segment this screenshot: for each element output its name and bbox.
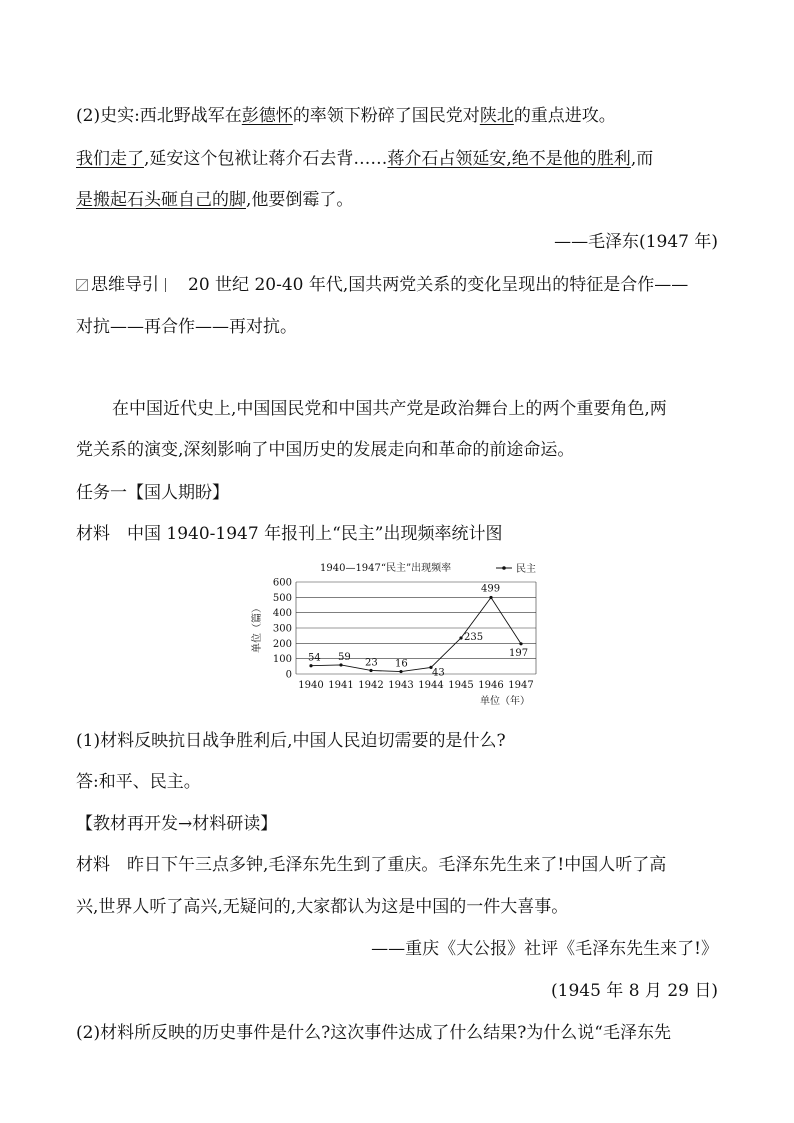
y-axis-label: 单位（篇） xyxy=(252,603,263,653)
task-heading: 任务一【国人期盼】 xyxy=(76,483,229,503)
text-segment: ,而 xyxy=(630,149,654,169)
paragraph-historical-fact xyxy=(76,104,616,128)
data-point xyxy=(339,663,342,666)
x-tick-label: 1945 xyxy=(448,680,474,691)
legend-marker xyxy=(502,566,506,570)
underlined-text: 是搬起石头砸自己的脚 xyxy=(76,190,246,210)
data-label: 43 xyxy=(432,667,445,679)
material-2-line-1: 材料 昨日下午三点多钟,毛泽东先生到了重庆。毛泽东先生来了!中国人听了高 xyxy=(76,855,667,875)
y-tick-label: 500 xyxy=(272,592,292,604)
text-segment: ,延安这个包袱让蒋介石去背…… xyxy=(144,149,388,169)
question-1: (1)材料反映抗日战争胜利后,中国人民迫切需要的是什么? xyxy=(76,731,506,751)
y-tick-label: 600 xyxy=(272,577,292,589)
pencil-note-icon xyxy=(76,279,88,291)
y-tick-label: 400 xyxy=(272,608,292,620)
x-tick-label: 1940 xyxy=(298,680,324,691)
x-tick-label: 1947 xyxy=(508,680,534,691)
quote-source: ——毛泽东(1947 年) xyxy=(554,232,718,252)
data-label: 54 xyxy=(308,652,321,664)
material-2-line-2: 兴,世界人听了高兴,无疑问的,大家都认为这是中国的一件大喜事。 xyxy=(76,897,569,917)
data-label: 16 xyxy=(395,658,408,670)
x-tick-label: 1946 xyxy=(478,680,504,691)
y-tick-label: 0 xyxy=(285,669,292,681)
x-tick-label: 1944 xyxy=(418,680,444,691)
underlined-text: 我们走了 xyxy=(76,149,144,169)
data-point xyxy=(459,636,462,639)
data-point xyxy=(489,596,492,599)
x-axis-label: 单位（年） xyxy=(480,696,530,707)
answer-1: 答:和平、民主。 xyxy=(76,772,201,792)
intro-line-1: 在中国近代史上,中国国民党和中国共产党是政治舞台上的两个重要角色,两 xyxy=(112,399,667,419)
thinking-guide-line-1 xyxy=(76,273,688,297)
thinking-guide-label: 思维导引 xyxy=(91,275,159,295)
data-point xyxy=(519,642,522,645)
y-tick-label: 100 xyxy=(272,654,292,666)
data-point xyxy=(369,669,372,672)
text-segment: 的重点进攻。 xyxy=(513,106,616,126)
thinking-guide-text: 20 世纪 20-40 年代,国共两党关系的变化呈现出的特征是合作—— xyxy=(188,275,689,295)
question-2: (2)材料所反映的历史事件是什么?这次事件达成了什么结果?为什么说“毛泽东先 xyxy=(76,1023,671,1043)
text-segment: ,他要倒霉了。 xyxy=(246,190,354,210)
quote-line-2 xyxy=(76,188,353,212)
text-segment: (2)史实:西北野战军在 xyxy=(76,106,242,126)
material-2-source: ——重庆《大公报》社评《毛泽东先生来了!》 xyxy=(371,939,718,959)
legend-label: 民主 xyxy=(516,564,536,575)
divider xyxy=(165,278,174,292)
data-label: 197 xyxy=(509,647,529,659)
frequency-line-chart xyxy=(250,560,550,712)
data-label: 499 xyxy=(481,583,501,595)
underlined-text: 彭德怀 xyxy=(241,106,293,126)
data-label: 59 xyxy=(338,651,351,663)
x-tick-label: 1942 xyxy=(358,680,384,691)
data-point xyxy=(399,670,402,673)
y-tick-label: 200 xyxy=(272,638,292,650)
y-tick-label: 300 xyxy=(272,623,292,635)
thinking-guide-line-2: 对抗——再合作——再对抗。 xyxy=(76,317,297,337)
underlined-text: ,绝不是他的胜利 xyxy=(506,149,631,169)
material-2-date: (1945 年 8 月 29 日) xyxy=(551,981,718,1001)
data-point xyxy=(309,664,312,667)
x-tick-label: 1941 xyxy=(328,680,354,691)
data-label: 23 xyxy=(365,657,378,669)
chart-title: 1940—1947“民主”出现频率 xyxy=(320,563,452,574)
text-segment: 的率领下粉碎了国民党对 xyxy=(292,106,480,126)
intro-line-2: 党关系的演变,深刻影响了中国历史的发展走向和革命的前途命运。 xyxy=(76,440,575,460)
underlined-text: 蒋介石占领延安 xyxy=(387,149,507,169)
data-label: 235 xyxy=(464,631,484,643)
underlined-text: 陕北 xyxy=(479,106,514,126)
x-tick-label: 1943 xyxy=(388,680,414,691)
section-heading: 【教材再开发→材料研读】 xyxy=(76,814,278,834)
material-caption: 材料 中国 1940-1947 年报刊上“民主”出现频率统计图 xyxy=(76,524,503,544)
quote-line-1 xyxy=(76,147,653,171)
